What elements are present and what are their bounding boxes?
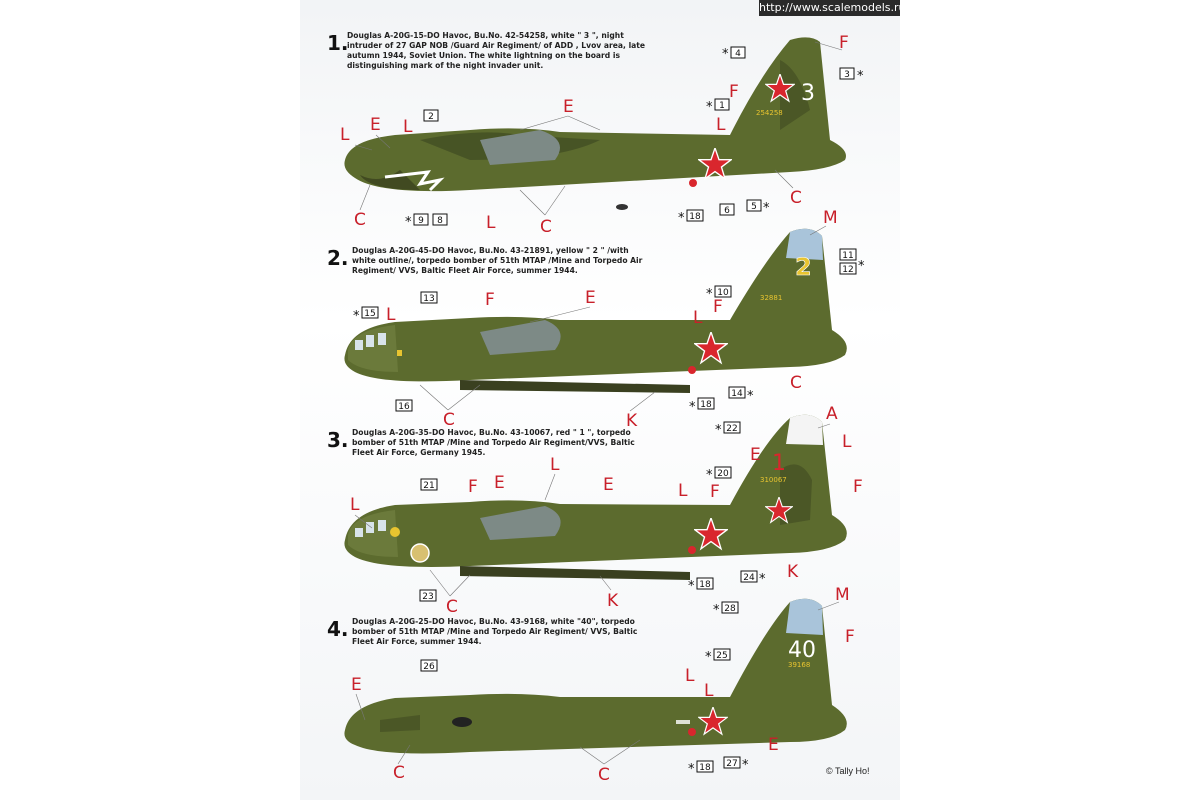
callout-label: F	[713, 297, 723, 317]
svg-text:*: *	[857, 69, 864, 84]
callout-label: E	[494, 473, 505, 493]
callout-label: C	[790, 188, 802, 208]
profile-3-number: 3.	[327, 428, 349, 452]
svg-text:*: *	[759, 572, 766, 587]
callout-label: A	[826, 404, 838, 424]
callout-label: C	[443, 410, 455, 430]
svg-text:*: *	[706, 100, 713, 115]
decal-marker: 6	[724, 206, 730, 216]
callout-label: L	[350, 495, 360, 515]
callout-label: E	[603, 475, 614, 495]
callout-label: C	[393, 763, 405, 783]
decal-marker: 13	[423, 294, 435, 304]
decal-marker: 20	[717, 469, 729, 479]
aircraft-3-tail-code: 1	[772, 451, 786, 476]
profile-2-number: 2.	[327, 246, 349, 270]
decal-marker: 1	[719, 101, 725, 111]
callout-label: C	[446, 597, 458, 617]
callout-label: K	[626, 411, 638, 431]
callout-label: E	[370, 115, 381, 135]
svg-text:*: *	[858, 259, 865, 274]
callout-label: L	[386, 305, 396, 325]
profile-3-caption: Douglas A-20G-35-DO Havoc, Bu.No. 43-10067, red " 1 ", torpedo bomber of 51th MTAP /Mine and Torpedo Air Regiment/VVS, Baltic Fleet Air Force, Germany 1945.	[352, 428, 635, 457]
svg-text:*: *	[689, 400, 696, 415]
svg-text:*: *	[763, 201, 770, 216]
callout-label: M	[823, 208, 838, 228]
profile-4-caption: Douglas A-20G-25-DO Havoc, Bu.No. 43-9168, white "40", torpedo bomber of 51th MTAP /Mine and Torpedo Air Regiment/ VVS, Baltic Fleet Air Force, summer 1944.	[352, 617, 638, 646]
svg-text:*: *	[705, 650, 712, 665]
callout-label: F	[845, 627, 855, 647]
callout-label: L	[716, 115, 726, 135]
callout-label: M	[835, 585, 850, 605]
aircraft-4-profile	[344, 599, 846, 754]
decal-marker: 15	[364, 309, 376, 319]
decal-marker: 12	[842, 265, 854, 275]
profile-2-caption: Douglas A-20G-45-DO Havoc, Bu.No. 43-21891, yellow " 2 " /with white outline/, torpedo bomber of 51th MTAP /Mine and Torpedo Air Regiment/ VVS, Baltic Fleet Air Force, summer 1944.	[352, 246, 643, 275]
svg-text:*: *	[715, 423, 722, 438]
callout-label: E	[585, 288, 596, 308]
aircraft-2-profile	[344, 229, 846, 393]
aircraft-4-serial: 39168	[788, 661, 811, 669]
callout-label: L	[685, 666, 695, 686]
callout-label: L	[486, 213, 496, 233]
callout-label: F	[729, 82, 739, 102]
aircraft-2-tail-code: 2	[795, 253, 812, 281]
svg-text:*: *	[353, 309, 360, 324]
aircraft-3-profile	[344, 415, 846, 580]
svg-text:*: *	[706, 287, 713, 302]
site-watermark[interactable]: http://www.scalemodels.ru	[759, 1, 906, 14]
decal-marker: 4	[735, 49, 741, 59]
profile-1-caption: Douglas A-20G-15-DO Havoc, Bu.No. 42-54258, white " 3 ", night intruder of 27 GAP NOB /Guard Air Regiment/ of ADD , Lvov area, late autumn 1944, Soviet Union. The white lightning on the board is distinguishing mark of the night invader unit.	[347, 31, 646, 70]
aircraft-1-profile	[344, 37, 846, 210]
decal-marker: 11	[842, 251, 854, 261]
callout-label: E	[351, 675, 362, 695]
svg-text:*: *	[706, 468, 713, 483]
callout-label: C	[540, 217, 552, 237]
callout-label: C	[598, 765, 610, 785]
decal-marker: 25	[716, 651, 728, 661]
decal-marker: 28	[724, 604, 736, 614]
svg-text:*: *	[678, 211, 685, 226]
aircraft-4-tail-code: 40	[788, 638, 816, 663]
callout-label: L	[340, 125, 350, 145]
callout-label: L	[693, 308, 703, 328]
callout-label: L	[704, 681, 714, 701]
svg-text:*: *	[405, 215, 412, 230]
callout-label: F	[710, 482, 720, 502]
decal-marker: 14	[731, 389, 743, 399]
decal-marker: 2	[428, 112, 434, 122]
callout-label: K	[787, 562, 799, 582]
decal-marker: 23	[422, 592, 434, 602]
decal-marker: 3	[844, 70, 850, 80]
callout-label: L	[842, 432, 852, 452]
decal-marker: 22	[726, 424, 738, 434]
callout-label: F	[468, 477, 478, 497]
svg-text:*: *	[722, 47, 729, 62]
aircraft-2-serial: 32881	[760, 294, 783, 302]
decal-marker: 21	[423, 481, 435, 491]
aircraft-1-serial: 254258	[756, 109, 783, 117]
profile-4-number: 4.	[327, 617, 349, 641]
svg-text:*: *	[747, 389, 754, 404]
copyright-credit: © Tally Ho!	[826, 766, 870, 776]
svg-text:*: *	[688, 762, 695, 777]
svg-text:*: *	[688, 579, 695, 594]
decal-marker: 10	[717, 288, 729, 298]
svg-text:*: *	[742, 758, 749, 773]
callout-label: L	[550, 455, 560, 475]
decal-marker: 9	[418, 216, 424, 226]
callout-label: E	[563, 97, 574, 117]
callout-label: F	[485, 290, 495, 310]
callout-label: F	[853, 477, 863, 497]
decal-marker: 27	[726, 759, 738, 769]
callout-label: L	[403, 117, 413, 137]
callout-label: K	[607, 591, 619, 611]
svg-text:*: *	[713, 603, 720, 618]
decal-marker: 24	[743, 573, 755, 583]
callout-label: E	[750, 445, 761, 465]
decal-marker: 26	[423, 662, 435, 672]
callout-label: E	[768, 735, 779, 755]
decal-marker: 5	[751, 202, 757, 212]
decal-marker: 18	[689, 212, 701, 222]
callout-label: L	[678, 481, 688, 501]
decal-marker: 18	[699, 580, 711, 590]
callout-label: C	[354, 210, 366, 230]
decal-marker: 18	[699, 763, 711, 773]
profile-1-number: 1.	[327, 31, 349, 55]
callout-label: F	[839, 33, 849, 53]
decal-marker: 16	[398, 402, 410, 412]
decal-marker: 18	[700, 400, 712, 410]
aircraft-1-tail-code: 3	[801, 81, 815, 106]
callout-label: C	[790, 373, 802, 393]
decal-marker: 8	[437, 216, 443, 226]
aircraft-3-serial: 310067	[760, 476, 787, 484]
